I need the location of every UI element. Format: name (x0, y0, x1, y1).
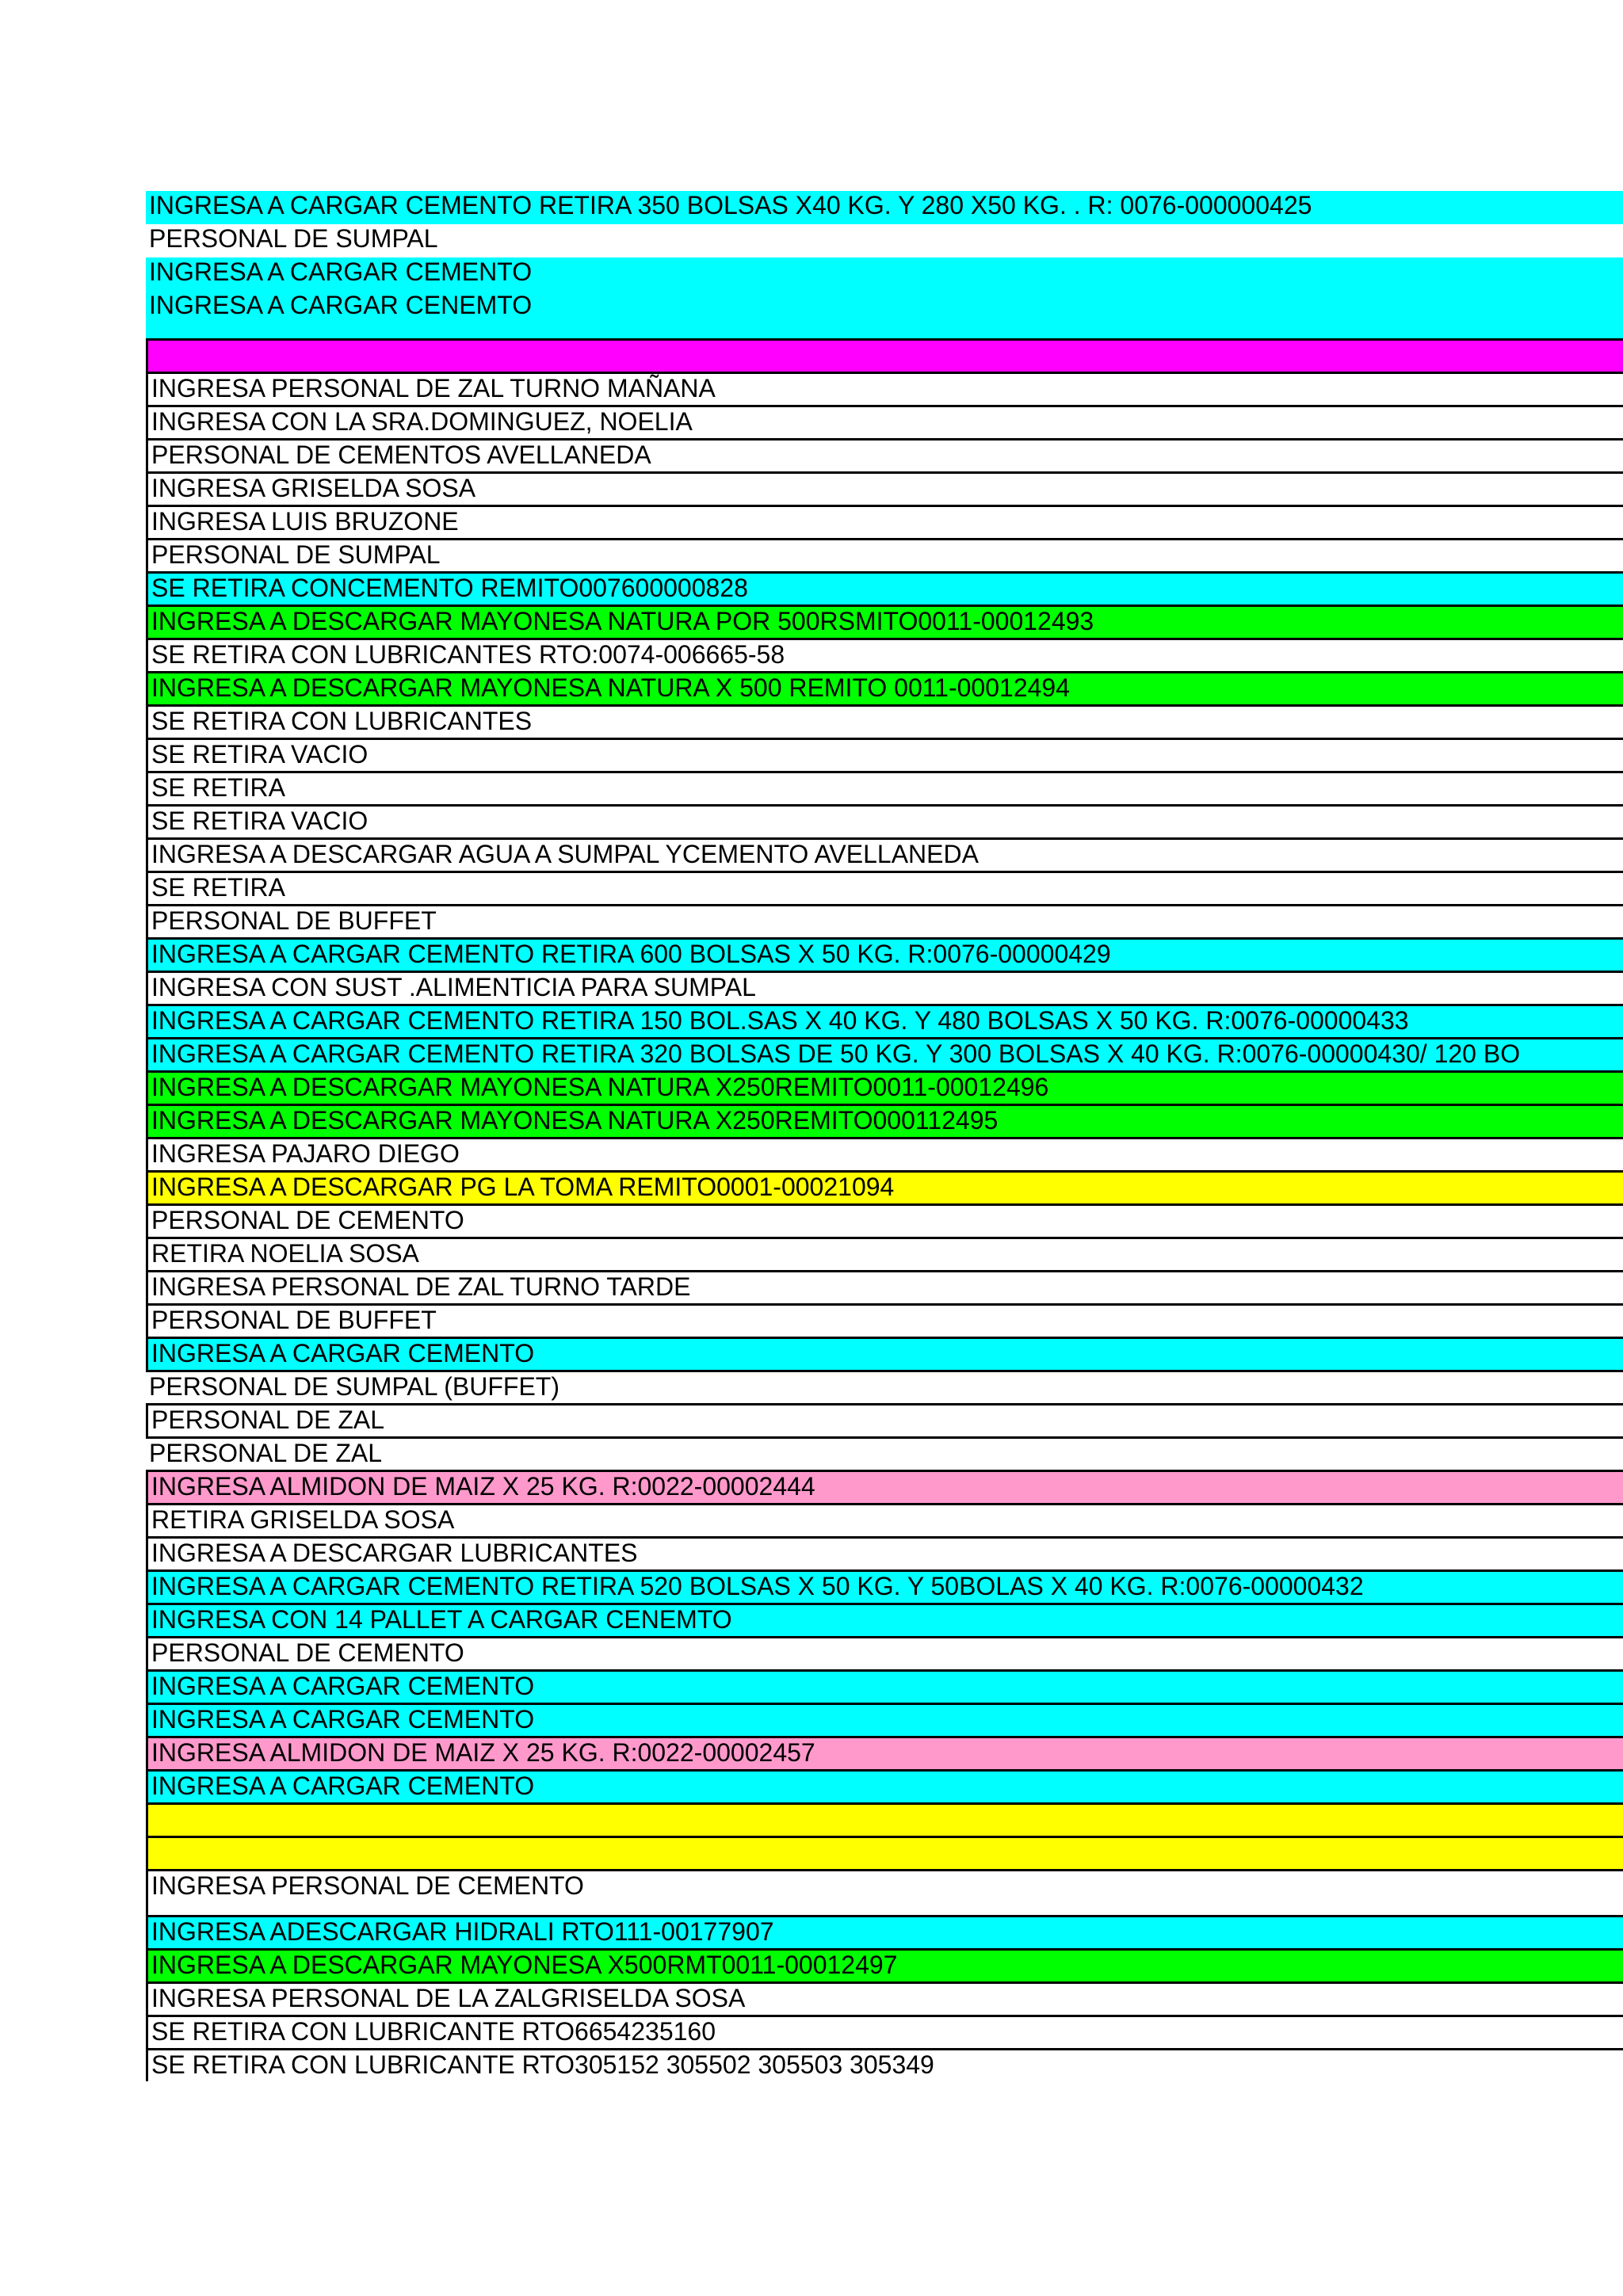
log-row-text: INGRESA A CARGAR CEMENTO (149, 257, 533, 286)
log-row-text: PERSONAL DE ZAL (151, 1405, 385, 1434)
log-row (146, 1070, 1623, 1104)
log-row-text: INGRESA A DESCARGAR AGUA A SUMPAL YCEMENTO AVELLANEDA (151, 840, 979, 868)
log-row-text: INGRESA A DESCARGAR MAYONESA NATURA POR 500RSMITO0011-00012493 (151, 607, 1094, 635)
log-row-text: INGRESA CON 14 PALLET A CARGAR CENEMTO (151, 1605, 732, 1634)
log-row (146, 324, 1623, 338)
log-row-text: INGRESA A DESCARGAR MAYONESA NATURA X 500 REMITO 0011-00012494 (151, 673, 1070, 702)
log-row-text: PERSONAL DE CEMENTO (151, 1638, 464, 1667)
log-row-text: SE RETIRA CON LUBRICANTE RTO305152 305502 305503 305349 (151, 2050, 934, 2079)
log-row-text: SE RETIRA (151, 773, 285, 802)
log-row-text: INGRESA ADESCARGAR HIDRALI RTO111-00177907 (151, 1917, 774, 1946)
log-row-text: PERSONAL DE CEMENTOS AVELLANEDA (151, 441, 651, 469)
log-row-text: PERSONAL DE BUFFET (151, 1306, 437, 1334)
log-row-text: INGRESA PERSONAL DE ZAL TURNO MAÑANA (151, 374, 716, 402)
log-row (146, 1948, 1623, 1981)
log-row-text: PERSONAL DE BUFFET (151, 906, 437, 935)
log-row-text: RETIRA GRISELDA SOSA (151, 1505, 455, 1534)
log-row-text: SE RETIRA CON LUBRICANTES (151, 707, 533, 735)
log-row-text: SE RETIRA (151, 873, 285, 902)
log-row (146, 405, 1623, 438)
log-row-text: INGRESA A CARGAR CEMENTO RETIRA 320 BOLSAS DE 50 KG. Y 300 BOLSAS X 40 KG. R:0076-00000430/ 120 BO (151, 1039, 1521, 1068)
log-row (146, 771, 1623, 804)
log-row-text: INGRESA GRISELDA SOSA (151, 474, 476, 502)
log-row (146, 1536, 1623, 1569)
log-row (146, 971, 1623, 1004)
log-row (146, 1703, 1623, 1736)
log-row-text: PERSONAL DE CEMENTO (151, 1206, 464, 1234)
log-row-text: INGRESA A CARGAR CENEMTO (149, 291, 533, 319)
log-row (146, 1503, 1623, 1536)
log-row (146, 704, 1623, 738)
log-row (146, 505, 1623, 538)
log-row-text: INGRESA A CARGAR CEMENTO (151, 1772, 535, 1800)
log-row-text: INGRESA CON LA SRA.DOMINGUEZ, NOELIA (151, 407, 693, 436)
log-row (146, 738, 1623, 771)
log-row (146, 1569, 1623, 1603)
log-row (146, 937, 1623, 971)
spreadsheet-log (146, 191, 1623, 2081)
log-row-text: INGRESA A CARGAR CEMENTO (151, 1705, 535, 1733)
log-row (146, 904, 1623, 937)
log-row (146, 1869, 1623, 1915)
log-row (146, 2048, 1623, 2081)
log-row-text: INGRESA A DESCARGAR MAYONESA NATURA X250REMITO0011-00012496 (151, 1073, 1049, 1101)
log-row-text: INGRESA ALMIDON DE MAIZ X 25 KG. R:0022-00002457 (151, 1738, 815, 1767)
log-row (146, 1736, 1623, 1769)
log-row (146, 372, 1623, 405)
log-row (146, 1137, 1623, 1170)
log-row (146, 605, 1623, 638)
log-row-text: INGRESA PERSONAL DE ZAL TURNO TARDE (151, 1272, 691, 1301)
log-row-text: INGRESA A CARGAR CEMENTO RETIRA 600 BOLSAS X 50 KG. R:0076-00000429 (151, 940, 1111, 968)
log-row-text: INGRESA A CARGAR CEMENTO RETIRA 520 BOLSAS X 50 KG. Y 50BOLAS X 40 KG. R:0076-00000432 (151, 1572, 1364, 1600)
log-row (146, 837, 1623, 871)
log-row-text: RETIRA NOELIA SOSA (151, 1239, 419, 1268)
log-row (146, 471, 1623, 505)
log-row (146, 871, 1623, 904)
log-row-text: PERSONAL DE ZAL (149, 1439, 383, 1467)
log-row (146, 1303, 1623, 1337)
log-row (146, 638, 1623, 671)
log-row (146, 1370, 1623, 1403)
log-row (146, 1915, 1623, 1948)
log-row-text: INGRESA A DESCARGAR LUBRICANTES (151, 1539, 638, 1567)
log-row (146, 804, 1623, 837)
log-row (146, 1470, 1623, 1503)
log-row-text: INGRESA A DESCARGAR MAYONESA NATURA X250REMITO000112495 (151, 1106, 999, 1135)
log-row (146, 1981, 1623, 2015)
log-row (146, 338, 1623, 372)
log-row-text: INGRESA PERSONAL DE LA ZALGRISELDA SOSA (151, 1984, 746, 2012)
log-row-text: PERSONAL DE SUMPAL (151, 540, 441, 569)
log-row (146, 1603, 1623, 1636)
log-row (146, 1436, 1623, 1470)
log-row-text: INGRESA A CARGAR CEMENTO RETIRA 150 BOL.SAS X 40 KG. Y 480 BOLSAS X 50 KG. R:0076-00000433 (151, 1006, 1409, 1035)
log-row (146, 1669, 1623, 1703)
log-row-text: INGRESA LUIS BRUZONE (151, 507, 459, 536)
log-row-text: INGRESA A CARGAR CEMENTO RETIRA 350 BOLSAS X40 KG. Y 280 X50 KG. . R: 0076-000000425 (149, 191, 1312, 219)
log-row (146, 1004, 1623, 1037)
log-row (146, 1270, 1623, 1303)
log-row (146, 1836, 1623, 1869)
log-row (146, 191, 1623, 224)
log-row (146, 291, 1623, 324)
log-row-text: INGRESA A CARGAR CEMENTO (151, 1672, 535, 1700)
log-row-text: INGRESA PERSONAL DE CEMENTO (151, 1871, 584, 1900)
log-row-text: INGRESA ALMIDON DE MAIZ X 25 KG. R:0022-00002444 (151, 1472, 815, 1501)
log-row (146, 538, 1623, 571)
log-row-text: SE RETIRA CON LUBRICANTE RTO6654235160 (151, 2017, 716, 2046)
log-row (146, 438, 1623, 471)
log-row (146, 1802, 1623, 1836)
log-row (146, 1203, 1623, 1237)
log-row (146, 1037, 1623, 1070)
log-row-text: INGRESA A DESCARGAR MAYONESA X500RMT0011-00012497 (151, 1951, 898, 1979)
log-row (146, 1337, 1623, 1370)
log-row (146, 1636, 1623, 1669)
log-row-text: INGRESA A CARGAR CEMENTO (151, 1339, 535, 1367)
log-row (146, 1170, 1623, 1203)
log-row (146, 2015, 1623, 2048)
log-row (146, 1403, 1623, 1436)
log-row-text: SE RETIRA VACIO (151, 740, 369, 769)
log-row-text: PERSONAL DE SUMPAL (149, 224, 438, 253)
log-row (146, 571, 1623, 605)
log-row-text: SE RETIRA CON LUBRICANTES RTO:0074-006665-58 (151, 640, 785, 669)
log-row (146, 257, 1623, 291)
log-row-text: INGRESA A DESCARGAR PG LA TOMA REMITO0001-00021094 (151, 1173, 895, 1201)
log-row-text: INGRESA PAJARO DIEGO (151, 1139, 460, 1168)
log-row (146, 671, 1623, 704)
log-row-text: INGRESA CON SUST .ALIMENTICIA PARA SUMPAL (151, 973, 756, 1001)
log-row (146, 1769, 1623, 1802)
log-row (146, 1237, 1623, 1270)
log-row (146, 1104, 1623, 1137)
log-row-text: PERSONAL DE SUMPAL (BUFFET) (149, 1372, 559, 1401)
log-row-text: SE RETIRA CONCEMENTO REMITO007600000828 (151, 574, 748, 602)
log-row-text: SE RETIRA VACIO (151, 807, 369, 835)
log-row (146, 224, 1623, 257)
